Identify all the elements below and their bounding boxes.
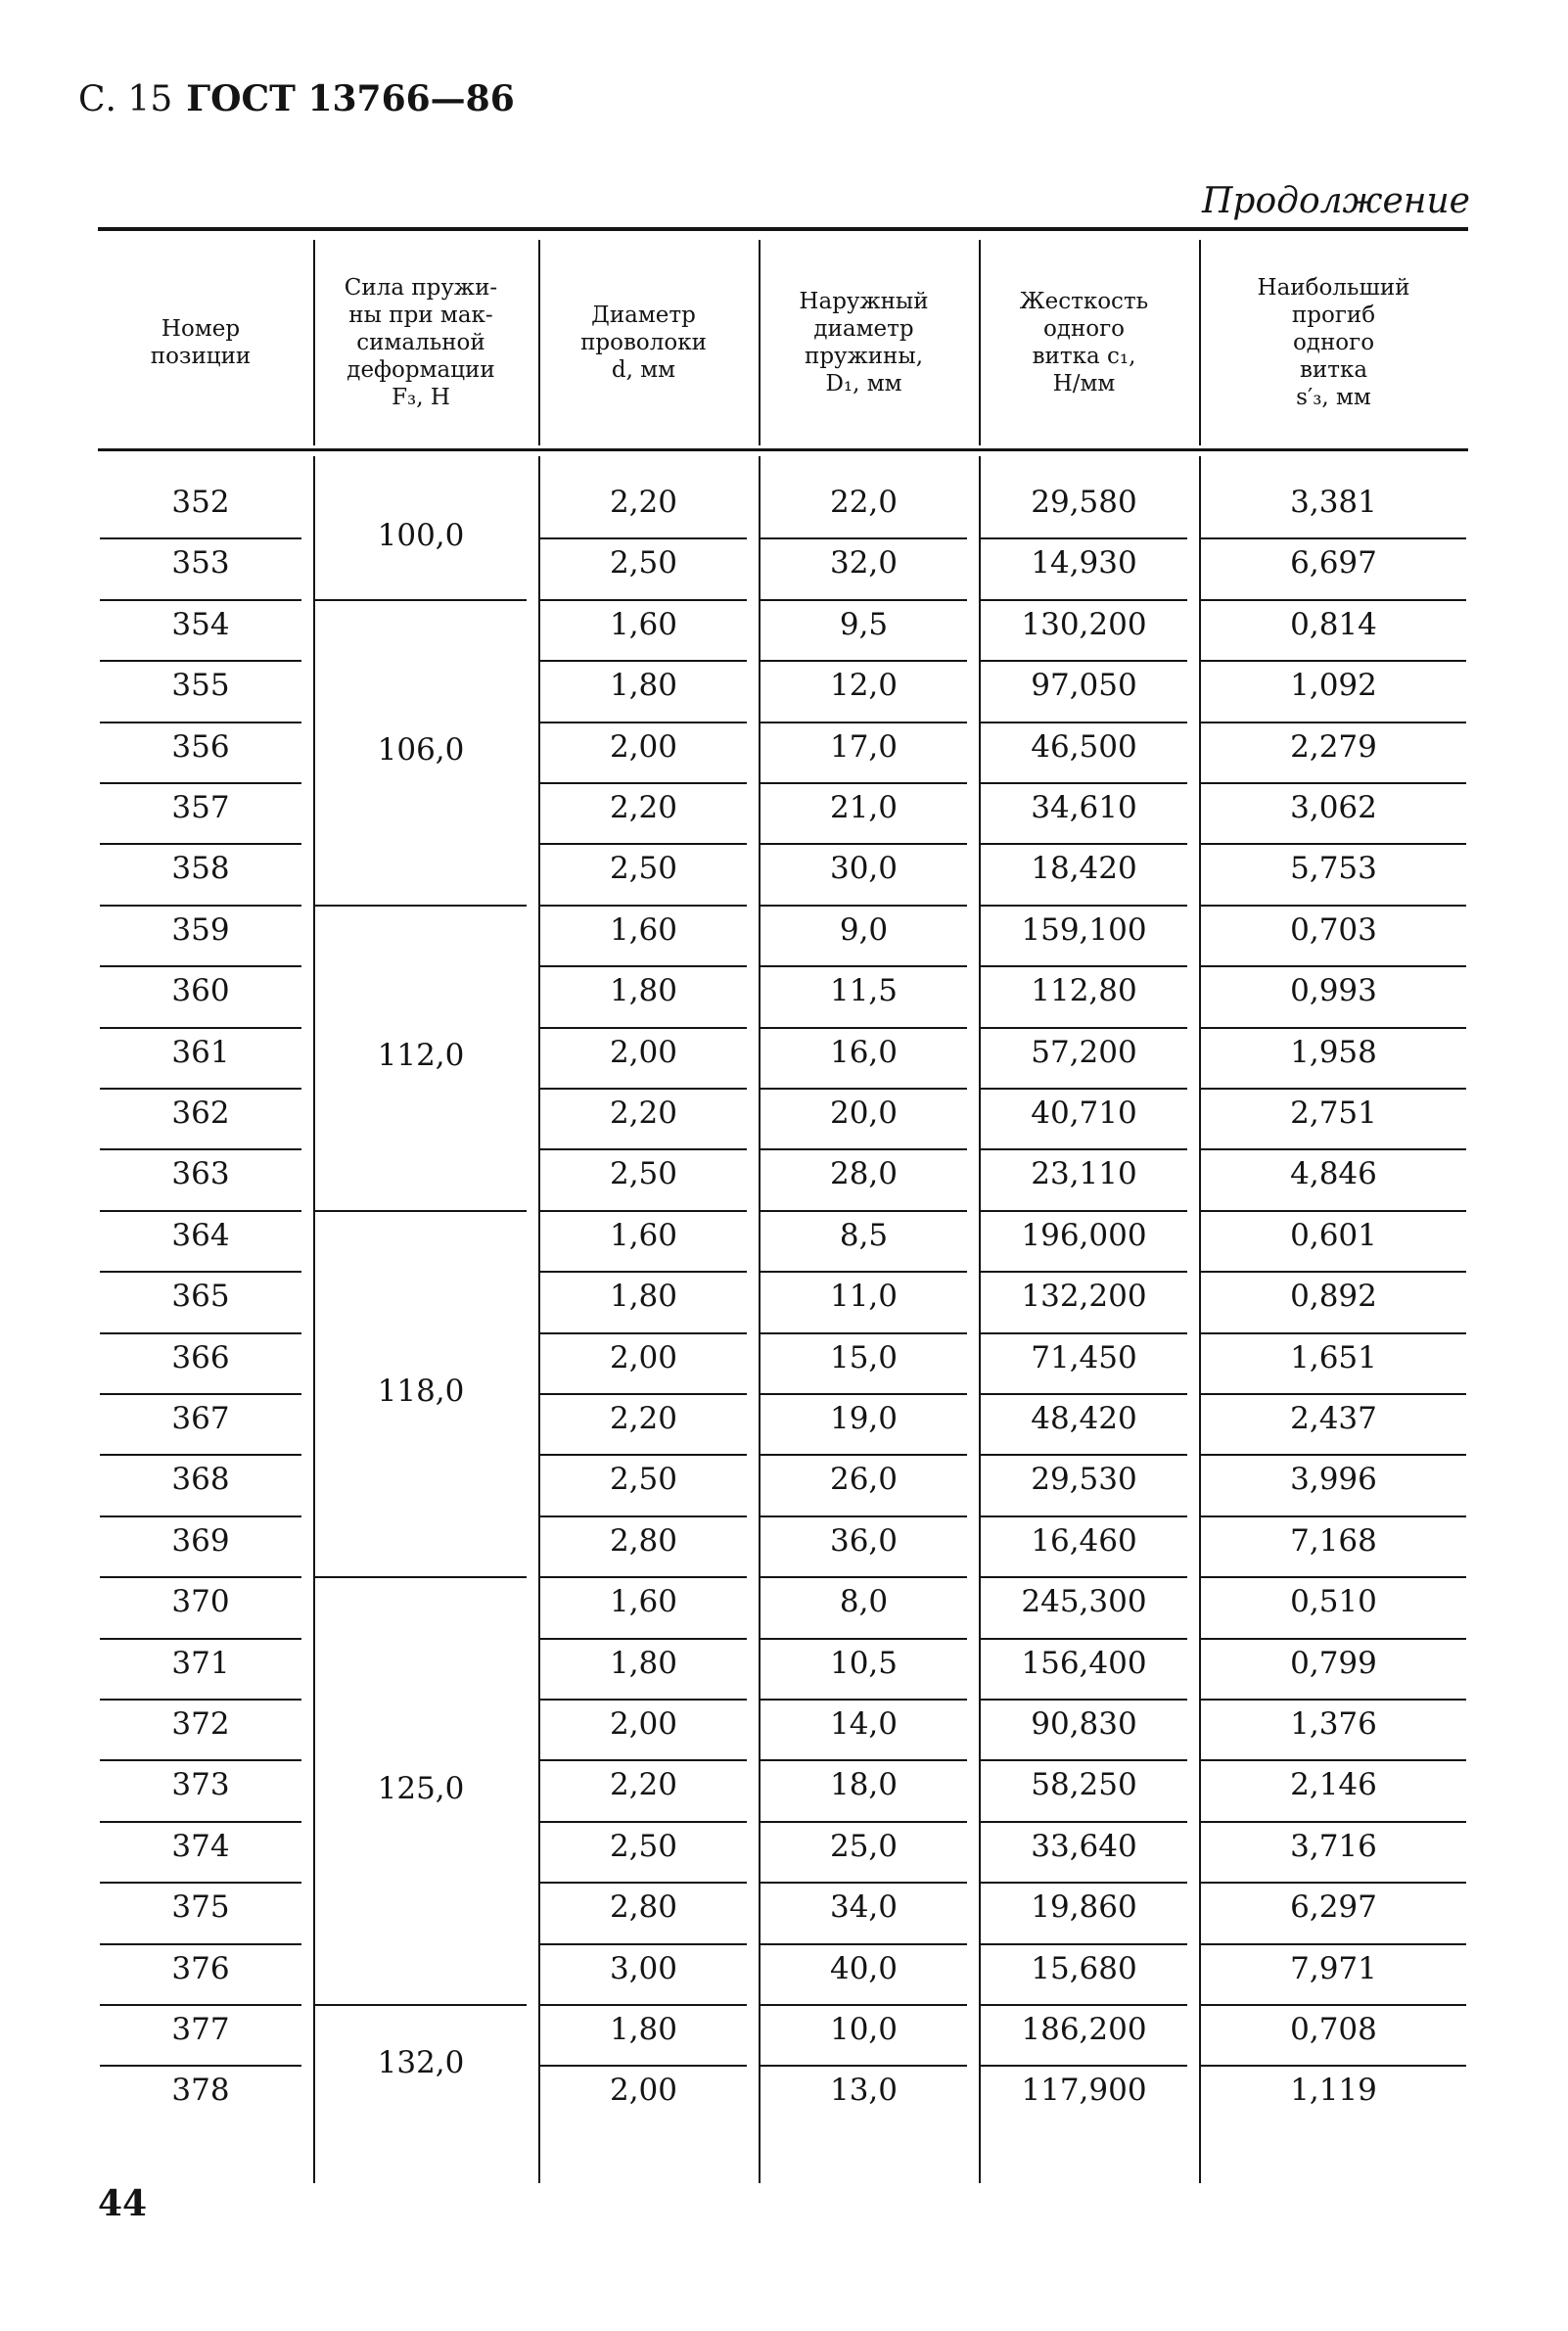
cell-outer-diameter: 26,0 bbox=[829, 1462, 899, 1498]
cell-position-number: 368 bbox=[171, 1462, 230, 1498]
row-rule bbox=[1201, 1943, 1466, 1945]
row-rule bbox=[981, 782, 1187, 784]
row-rule bbox=[100, 1576, 301, 1578]
cell-position-number: 363 bbox=[171, 1156, 230, 1192]
row-rule bbox=[540, 782, 747, 784]
row-rule bbox=[540, 1088, 747, 1090]
cell-position-number: 371 bbox=[171, 1645, 230, 1681]
cell-outer-diameter: 20,0 bbox=[829, 1096, 899, 1131]
row-rule bbox=[981, 1454, 1187, 1456]
row-rule bbox=[761, 1638, 967, 1640]
cell-max-deflection: 0,799 bbox=[1290, 1645, 1377, 1681]
row-rule bbox=[761, 1332, 967, 1334]
row-rule bbox=[1201, 782, 1466, 784]
row-rule bbox=[100, 1515, 301, 1517]
group-rule bbox=[315, 1210, 527, 1212]
row-rule bbox=[761, 1088, 967, 1090]
row-rule bbox=[761, 1821, 967, 1823]
row-rule bbox=[981, 1027, 1187, 1029]
cell-wire-diameter: 2,50 bbox=[609, 1462, 678, 1498]
row-rule bbox=[981, 1638, 1187, 1640]
cell-coil-stiffness: 245,300 bbox=[1021, 1584, 1147, 1620]
cell-wire-diameter: 2,00 bbox=[609, 1339, 678, 1375]
row-rule bbox=[1201, 2004, 1466, 2006]
cell-wire-diameter: 2,80 bbox=[609, 1889, 678, 1926]
row-rule bbox=[540, 599, 747, 601]
cell-coil-stiffness: 112,80 bbox=[1031, 973, 1137, 1009]
row-rule bbox=[981, 660, 1187, 662]
cell-wire-diameter: 1,60 bbox=[609, 911, 678, 948]
cell-position-number: 376 bbox=[171, 1950, 230, 1986]
row-rule bbox=[761, 905, 967, 907]
cell-wire-diameter: 1,80 bbox=[609, 2012, 678, 2047]
row-rule bbox=[1201, 965, 1466, 967]
row-rule bbox=[761, 2065, 967, 2067]
cell-max-deflection: 4,846 bbox=[1290, 1156, 1377, 1192]
cell-spring-force: 106,0 bbox=[377, 731, 465, 768]
cell-outer-diameter: 36,0 bbox=[829, 1522, 899, 1559]
row-rule bbox=[981, 2004, 1187, 2006]
cell-position-number: 358 bbox=[171, 851, 230, 887]
cell-max-deflection: 0,510 bbox=[1290, 1584, 1377, 1620]
row-rule bbox=[100, 1271, 301, 1273]
row-rule bbox=[100, 2065, 301, 2067]
cell-wire-diameter: 2,00 bbox=[609, 1706, 678, 1742]
cell-max-deflection: 3,716 bbox=[1290, 1828, 1377, 1864]
cell-max-deflection: 1,119 bbox=[1290, 2073, 1377, 2109]
row-rule bbox=[540, 1638, 747, 1640]
row-rule bbox=[761, 1759, 967, 1761]
group-rule bbox=[315, 2004, 527, 2006]
row-rule bbox=[981, 2065, 1187, 2067]
cell-coil-stiffness: 14,930 bbox=[1031, 545, 1137, 582]
row-rule bbox=[540, 660, 747, 662]
cell-wire-diameter: 2,00 bbox=[609, 728, 678, 765]
cell-outer-diameter: 11,0 bbox=[829, 1279, 899, 1315]
row-rule bbox=[100, 537, 301, 539]
cell-position-number: 356 bbox=[171, 728, 230, 765]
row-rule bbox=[100, 1821, 301, 1823]
row-rule bbox=[1201, 1821, 1466, 1823]
row-rule bbox=[100, 1088, 301, 1090]
row-rule bbox=[1201, 1393, 1466, 1395]
cell-outer-diameter: 18,0 bbox=[829, 1767, 899, 1803]
cell-max-deflection: 3,381 bbox=[1290, 485, 1377, 520]
cell-max-deflection: 3,996 bbox=[1290, 1462, 1377, 1498]
row-rule bbox=[1201, 1515, 1466, 1517]
row-rule bbox=[540, 1454, 747, 1456]
cell-max-deflection: 1,376 bbox=[1290, 1706, 1377, 1742]
cell-outer-diameter: 40,0 bbox=[829, 1950, 899, 1986]
cell-outer-diameter: 21,0 bbox=[829, 790, 899, 825]
cell-position-number: 353 bbox=[171, 545, 230, 582]
row-rule bbox=[761, 1576, 967, 1578]
cell-outer-diameter: 22,0 bbox=[829, 485, 899, 520]
cell-coil-stiffness: 19,860 bbox=[1031, 1889, 1137, 1926]
cell-max-deflection: 0,601 bbox=[1290, 1217, 1377, 1253]
cell-outer-diameter: 13,0 bbox=[829, 2073, 899, 2109]
cell-coil-stiffness: 16,460 bbox=[1031, 1522, 1137, 1559]
row-rule bbox=[540, 1393, 747, 1395]
row-rule bbox=[100, 843, 301, 845]
cell-outer-diameter: 8,5 bbox=[839, 1217, 889, 1253]
cell-max-deflection: 2,279 bbox=[1290, 728, 1377, 765]
row-rule bbox=[981, 1943, 1187, 1945]
cell-wire-diameter: 2,20 bbox=[609, 1401, 678, 1436]
row-rule bbox=[981, 965, 1187, 967]
row-rule bbox=[981, 1699, 1187, 1701]
cell-max-deflection: 1,958 bbox=[1290, 1034, 1377, 1070]
header-outer-diameter: Наружный диаметр пружины, D₁, мм bbox=[799, 289, 929, 396]
row-rule bbox=[981, 1882, 1187, 1884]
row-rule bbox=[761, 1699, 967, 1701]
cell-max-deflection: 0,993 bbox=[1290, 973, 1377, 1009]
cell-outer-diameter: 28,0 bbox=[829, 1156, 899, 1192]
cell-spring-force: 132,0 bbox=[377, 2045, 465, 2081]
table-top-rule bbox=[98, 227, 1468, 231]
row-rule bbox=[100, 1943, 301, 1945]
cell-wire-diameter: 2,00 bbox=[609, 1034, 678, 1070]
cell-position-number: 365 bbox=[171, 1279, 230, 1315]
row-rule bbox=[100, 1882, 301, 1884]
row-rule bbox=[981, 1393, 1187, 1395]
cell-position-number: 370 bbox=[171, 1584, 230, 1620]
row-rule bbox=[761, 1515, 967, 1517]
row-rule bbox=[761, 537, 967, 539]
row-rule bbox=[761, 1943, 967, 1945]
row-rule bbox=[981, 1271, 1187, 1273]
row-rule bbox=[761, 782, 967, 784]
cell-max-deflection: 1,092 bbox=[1290, 668, 1377, 704]
row-rule bbox=[100, 1759, 301, 1761]
cell-coil-stiffness: 90,830 bbox=[1031, 1706, 1137, 1742]
row-rule bbox=[981, 1576, 1187, 1578]
cell-outer-diameter: 25,0 bbox=[829, 1828, 899, 1864]
cell-max-deflection: 2,146 bbox=[1290, 1767, 1377, 1803]
cell-position-number: 352 bbox=[171, 485, 230, 520]
cell-max-deflection: 5,753 bbox=[1290, 851, 1377, 887]
cell-position-number: 374 bbox=[171, 1828, 230, 1864]
cell-position-number: 362 bbox=[171, 1096, 230, 1131]
cell-position-number: 357 bbox=[171, 790, 230, 825]
cell-coil-stiffness: 156,400 bbox=[1021, 1645, 1147, 1681]
cell-position-number: 373 bbox=[171, 1767, 230, 1803]
cell-coil-stiffness: 132,200 bbox=[1021, 1279, 1147, 1315]
cell-coil-stiffness: 29,580 bbox=[1031, 485, 1137, 520]
cell-coil-stiffness: 97,050 bbox=[1031, 668, 1137, 704]
cell-position-number: 378 bbox=[171, 2073, 230, 2109]
cell-position-number: 366 bbox=[171, 1339, 230, 1375]
cell-spring-force: 118,0 bbox=[377, 1374, 465, 1409]
cell-wire-diameter: 1,80 bbox=[609, 1279, 678, 1315]
row-rule bbox=[761, 1210, 967, 1212]
row-rule bbox=[981, 599, 1187, 601]
cell-outer-diameter: 16,0 bbox=[829, 1034, 899, 1070]
cell-coil-stiffness: 46,500 bbox=[1031, 728, 1137, 765]
cell-wire-diameter: 2,20 bbox=[609, 1096, 678, 1131]
row-rule bbox=[981, 722, 1187, 723]
cell-wire-diameter: 2,80 bbox=[609, 1522, 678, 1559]
row-rule bbox=[100, 722, 301, 723]
row-rule bbox=[540, 1148, 747, 1150]
row-rule bbox=[981, 905, 1187, 907]
cell-coil-stiffness: 71,450 bbox=[1031, 1339, 1137, 1375]
cell-wire-diameter: 2,50 bbox=[609, 545, 678, 582]
header-max-deflection: Наибольший прогиб одного витка s′₃, мм bbox=[1257, 275, 1410, 410]
row-rule bbox=[761, 2004, 967, 2006]
row-rule bbox=[540, 2065, 747, 2067]
cell-wire-diameter: 2,50 bbox=[609, 1156, 678, 1192]
cell-coil-stiffness: 15,680 bbox=[1031, 1950, 1137, 1986]
row-rule bbox=[1201, 1027, 1466, 1029]
row-rule bbox=[1201, 1759, 1466, 1761]
row-rule bbox=[540, 1699, 747, 1701]
row-rule bbox=[100, 1454, 301, 1456]
page-header-prefix: С. 15 bbox=[78, 79, 173, 119]
cell-spring-force: 112,0 bbox=[377, 1037, 465, 1073]
cell-max-deflection: 0,708 bbox=[1290, 2012, 1377, 2047]
cell-coil-stiffness: 186,200 bbox=[1021, 2012, 1147, 2047]
row-rule bbox=[540, 905, 747, 907]
row-rule bbox=[540, 1943, 747, 1945]
cell-coil-stiffness: 34,610 bbox=[1031, 790, 1137, 825]
cell-wire-diameter: 2,50 bbox=[609, 1828, 678, 1864]
cell-max-deflection: 3,062 bbox=[1290, 790, 1377, 825]
row-rule bbox=[1201, 660, 1466, 662]
row-rule bbox=[981, 1759, 1187, 1761]
row-rule bbox=[1201, 1088, 1466, 1090]
cell-max-deflection: 0,703 bbox=[1290, 911, 1377, 948]
row-rule bbox=[1201, 1148, 1466, 1150]
cell-wire-diameter: 1,60 bbox=[609, 1217, 678, 1253]
cell-max-deflection: 7,168 bbox=[1290, 1522, 1377, 1559]
cell-outer-diameter: 10,5 bbox=[829, 1645, 899, 1681]
row-rule bbox=[1201, 1332, 1466, 1334]
header-coil-stiffness: Жесткость одного витка c₁, Н/мм bbox=[1019, 289, 1149, 396]
row-rule bbox=[981, 1088, 1187, 1090]
cell-position-number: 367 bbox=[171, 1401, 230, 1436]
cell-outer-diameter: 12,0 bbox=[829, 668, 899, 704]
cell-coil-stiffness: 23,110 bbox=[1031, 1156, 1137, 1192]
row-rule bbox=[1201, 1271, 1466, 1273]
cell-wire-diameter: 2,20 bbox=[609, 1767, 678, 1803]
row-rule bbox=[100, 1638, 301, 1640]
column-divider bbox=[313, 456, 315, 2183]
cell-coil-stiffness: 58,250 bbox=[1031, 1767, 1137, 1803]
header-spring-force: Сила пружи- ны при мак- симальной деформации F₃, Н bbox=[344, 275, 498, 410]
row-rule bbox=[981, 1821, 1187, 1823]
row-rule bbox=[761, 1271, 967, 1273]
row-rule bbox=[1201, 1576, 1466, 1578]
cell-coil-stiffness: 33,640 bbox=[1031, 1828, 1137, 1864]
row-rule bbox=[540, 1027, 747, 1029]
row-rule bbox=[1201, 722, 1466, 723]
cell-outer-diameter: 10,0 bbox=[829, 2012, 899, 2047]
row-rule bbox=[540, 1271, 747, 1273]
cell-spring-force: 125,0 bbox=[377, 1770, 465, 1806]
cell-coil-stiffness: 57,200 bbox=[1031, 1034, 1137, 1070]
row-rule bbox=[761, 1393, 967, 1395]
cell-wire-diameter: 1,60 bbox=[609, 606, 678, 642]
row-rule bbox=[100, 2004, 301, 2006]
row-rule bbox=[981, 537, 1187, 539]
cell-outer-diameter: 8,0 bbox=[839, 1584, 889, 1620]
row-rule bbox=[540, 537, 747, 539]
row-rule bbox=[540, 1882, 747, 1884]
row-rule bbox=[761, 599, 967, 601]
cell-wire-diameter: 2,20 bbox=[609, 485, 678, 520]
row-rule bbox=[100, 660, 301, 662]
cell-position-number: 364 bbox=[171, 1217, 230, 1253]
cell-position-number: 372 bbox=[171, 1706, 230, 1742]
cell-outer-diameter: 9,0 bbox=[839, 911, 889, 948]
cell-outer-diameter: 17,0 bbox=[829, 728, 899, 765]
group-rule bbox=[315, 599, 527, 601]
row-rule bbox=[100, 1148, 301, 1150]
row-rule bbox=[1201, 1210, 1466, 1212]
row-rule bbox=[100, 965, 301, 967]
row-rule bbox=[761, 843, 967, 845]
header-position-number: Номер позиции bbox=[150, 316, 252, 369]
row-rule bbox=[981, 1332, 1187, 1334]
row-rule bbox=[761, 1148, 967, 1150]
row-rule bbox=[540, 1515, 747, 1517]
cell-wire-diameter: 2,00 bbox=[609, 2073, 678, 2109]
cell-wire-diameter: 3,00 bbox=[609, 1950, 678, 1986]
cell-coil-stiffness: 29,530 bbox=[1031, 1462, 1137, 1498]
row-rule bbox=[1201, 599, 1466, 601]
row-rule bbox=[540, 1210, 747, 1212]
cell-max-deflection: 0,814 bbox=[1290, 606, 1377, 642]
cell-max-deflection: 0,892 bbox=[1290, 1279, 1377, 1315]
continuation-label: Продолжение bbox=[1202, 181, 1470, 221]
cell-wire-diameter: 1,80 bbox=[609, 668, 678, 704]
page-number: 44 bbox=[98, 2183, 148, 2224]
standard-number: ГОСТ 13766—86 bbox=[186, 78, 515, 119]
row-rule bbox=[100, 1210, 301, 1212]
cell-coil-stiffness: 130,200 bbox=[1021, 606, 1147, 642]
cell-max-deflection: 2,437 bbox=[1290, 1401, 1377, 1436]
cell-position-number: 354 bbox=[171, 606, 230, 642]
cell-wire-diameter: 1,80 bbox=[609, 1645, 678, 1681]
row-rule bbox=[1201, 2065, 1466, 2067]
cell-max-deflection: 7,971 bbox=[1290, 1950, 1377, 1986]
row-rule bbox=[1201, 1882, 1466, 1884]
page-header bbox=[78, 78, 515, 119]
cell-position-number: 355 bbox=[171, 668, 230, 704]
header-wire-diameter: Диаметр проволоки d, мм bbox=[580, 303, 707, 383]
row-rule bbox=[1201, 1638, 1466, 1640]
row-rule bbox=[981, 843, 1187, 845]
cell-outer-diameter: 34,0 bbox=[829, 1889, 899, 1926]
cell-max-deflection: 6,297 bbox=[1290, 1889, 1377, 1926]
group-rule bbox=[315, 905, 527, 907]
cell-position-number: 369 bbox=[171, 1522, 230, 1559]
row-rule bbox=[761, 965, 967, 967]
cell-spring-force: 100,0 bbox=[377, 518, 465, 554]
row-rule bbox=[981, 1148, 1187, 1150]
cell-outer-diameter: 11,5 bbox=[829, 973, 899, 1009]
cell-max-deflection: 2,751 bbox=[1290, 1096, 1377, 1131]
row-rule bbox=[540, 1821, 747, 1823]
cell-outer-diameter: 19,0 bbox=[829, 1401, 899, 1436]
row-rule bbox=[761, 1027, 967, 1029]
cell-outer-diameter: 30,0 bbox=[829, 851, 899, 887]
cell-coil-stiffness: 48,420 bbox=[1031, 1401, 1137, 1436]
cell-outer-diameter: 15,0 bbox=[829, 1339, 899, 1375]
cell-outer-diameter: 9,5 bbox=[839, 606, 889, 642]
row-rule bbox=[540, 1759, 747, 1761]
group-rule bbox=[315, 1576, 527, 1578]
row-rule bbox=[100, 1393, 301, 1395]
row-rule bbox=[540, 2004, 747, 2006]
row-rule bbox=[981, 1515, 1187, 1517]
row-rule bbox=[761, 660, 967, 662]
cell-max-deflection: 6,697 bbox=[1290, 545, 1377, 582]
cell-wire-diameter: 1,80 bbox=[609, 973, 678, 1009]
row-rule bbox=[1201, 843, 1466, 845]
row-rule bbox=[981, 1210, 1187, 1212]
header-bottom-rule bbox=[98, 448, 1468, 451]
cell-coil-stiffness: 159,100 bbox=[1021, 911, 1147, 948]
row-rule bbox=[100, 1027, 301, 1029]
cell-wire-diameter: 2,20 bbox=[609, 790, 678, 825]
row-rule bbox=[100, 599, 301, 601]
cell-position-number: 377 bbox=[171, 2012, 230, 2047]
cell-coil-stiffness: 196,000 bbox=[1021, 1217, 1147, 1253]
cell-wire-diameter: 1,60 bbox=[609, 1584, 678, 1620]
cell-position-number: 360 bbox=[171, 973, 230, 1009]
cell-outer-diameter: 14,0 bbox=[829, 1706, 899, 1742]
cell-position-number: 375 bbox=[171, 1889, 230, 1926]
row-rule bbox=[100, 905, 301, 907]
row-rule bbox=[1201, 1699, 1466, 1701]
cell-max-deflection: 1,651 bbox=[1290, 1339, 1377, 1375]
cell-outer-diameter: 32,0 bbox=[829, 545, 899, 582]
row-rule bbox=[761, 1454, 967, 1456]
cell-coil-stiffness: 40,710 bbox=[1031, 1096, 1137, 1131]
cell-coil-stiffness: 117,900 bbox=[1021, 2073, 1147, 2109]
cell-coil-stiffness: 18,420 bbox=[1031, 851, 1137, 887]
row-rule bbox=[540, 843, 747, 845]
row-rule bbox=[540, 965, 747, 967]
cell-wire-diameter: 2,50 bbox=[609, 851, 678, 887]
row-rule bbox=[1201, 1454, 1466, 1456]
cell-position-number: 359 bbox=[171, 911, 230, 948]
row-rule bbox=[761, 722, 967, 723]
row-rule bbox=[540, 1332, 747, 1334]
row-rule bbox=[100, 1332, 301, 1334]
row-rule bbox=[1201, 905, 1466, 907]
row-rule bbox=[540, 722, 747, 723]
row-rule bbox=[100, 782, 301, 784]
row-rule bbox=[761, 1882, 967, 1884]
cell-position-number: 361 bbox=[171, 1034, 230, 1070]
row-rule bbox=[100, 1699, 301, 1701]
row-rule bbox=[540, 1576, 747, 1578]
row-rule bbox=[1201, 537, 1466, 539]
